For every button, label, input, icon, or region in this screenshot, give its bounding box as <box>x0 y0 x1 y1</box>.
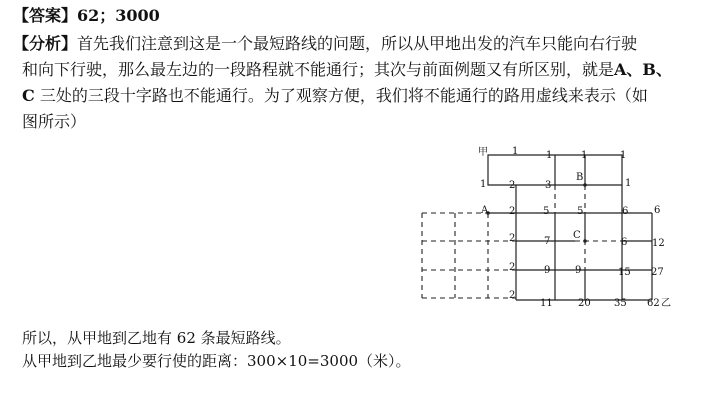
analysis-line-3: C 三处的三段十字路也不能通行。为了观察方便，我们将不能通行的路用虚线来表示（如 <box>22 86 648 105</box>
point-label-b: B <box>576 172 584 183</box>
count-label: 2 <box>509 262 516 273</box>
end-label: 乙 <box>661 298 671 309</box>
count-label: 1 <box>620 150 627 161</box>
count-label: 1 <box>546 150 553 161</box>
count-label: 7 <box>544 236 551 247</box>
answer-tag: 【答案】 <box>13 6 78 25</box>
count-label: 9 <box>575 265 582 276</box>
count-label: 12 <box>652 238 665 249</box>
count-label: 1 <box>581 150 588 161</box>
count-label: 35 <box>614 298 627 309</box>
count-label: 6 <box>622 206 629 217</box>
count-label: 6 <box>621 237 628 248</box>
count-label: 27 <box>651 267 664 278</box>
count-label: 6 <box>654 205 661 216</box>
count-label: 9 <box>544 265 551 276</box>
analysis-line-1: 【分析】首先我们注意到这是一个最短路线的问题，所以从甲地出发的汽车只能向右行驶 <box>13 34 638 53</box>
point-label-a: A <box>481 205 489 216</box>
count-label: 2 <box>509 180 516 191</box>
solid-roads <box>488 155 652 300</box>
count-label: 2 <box>509 290 516 301</box>
count-label: 2 <box>509 206 516 217</box>
count-label: 11 <box>540 298 553 309</box>
analysis-line-2: 和向下行驶，那么最左边的一段路程就不能通行；其次与前面例题又有所区别，就是A、B、 <box>22 60 672 79</box>
count-label: 62 <box>647 298 660 309</box>
conclusion-line-2: 从甲地到乙地最少要行使的距离：300×10=3000（米）。 <box>22 352 411 370</box>
count-label: 1 <box>625 178 632 189</box>
count-label: 5 <box>577 206 584 217</box>
analysis-tag: 【分析】 <box>13 34 78 53</box>
count-label: 20 <box>578 298 591 309</box>
analysis-line-4: 图所示） <box>22 112 87 131</box>
count-label: 1 <box>512 146 519 157</box>
answer-value: 62；3000 <box>77 6 160 25</box>
count-label: 3 <box>545 180 552 191</box>
count-label: 5 <box>543 206 550 217</box>
count-label: 1 <box>480 179 487 190</box>
count-label: 15 <box>618 267 631 278</box>
count-label: 2 <box>509 233 516 244</box>
point-label-c: C <box>573 230 581 241</box>
conclusion-line-1: 所以，从甲地到乙地有 62 条最短路线。 <box>22 329 291 347</box>
start-label: 甲 <box>478 147 488 158</box>
